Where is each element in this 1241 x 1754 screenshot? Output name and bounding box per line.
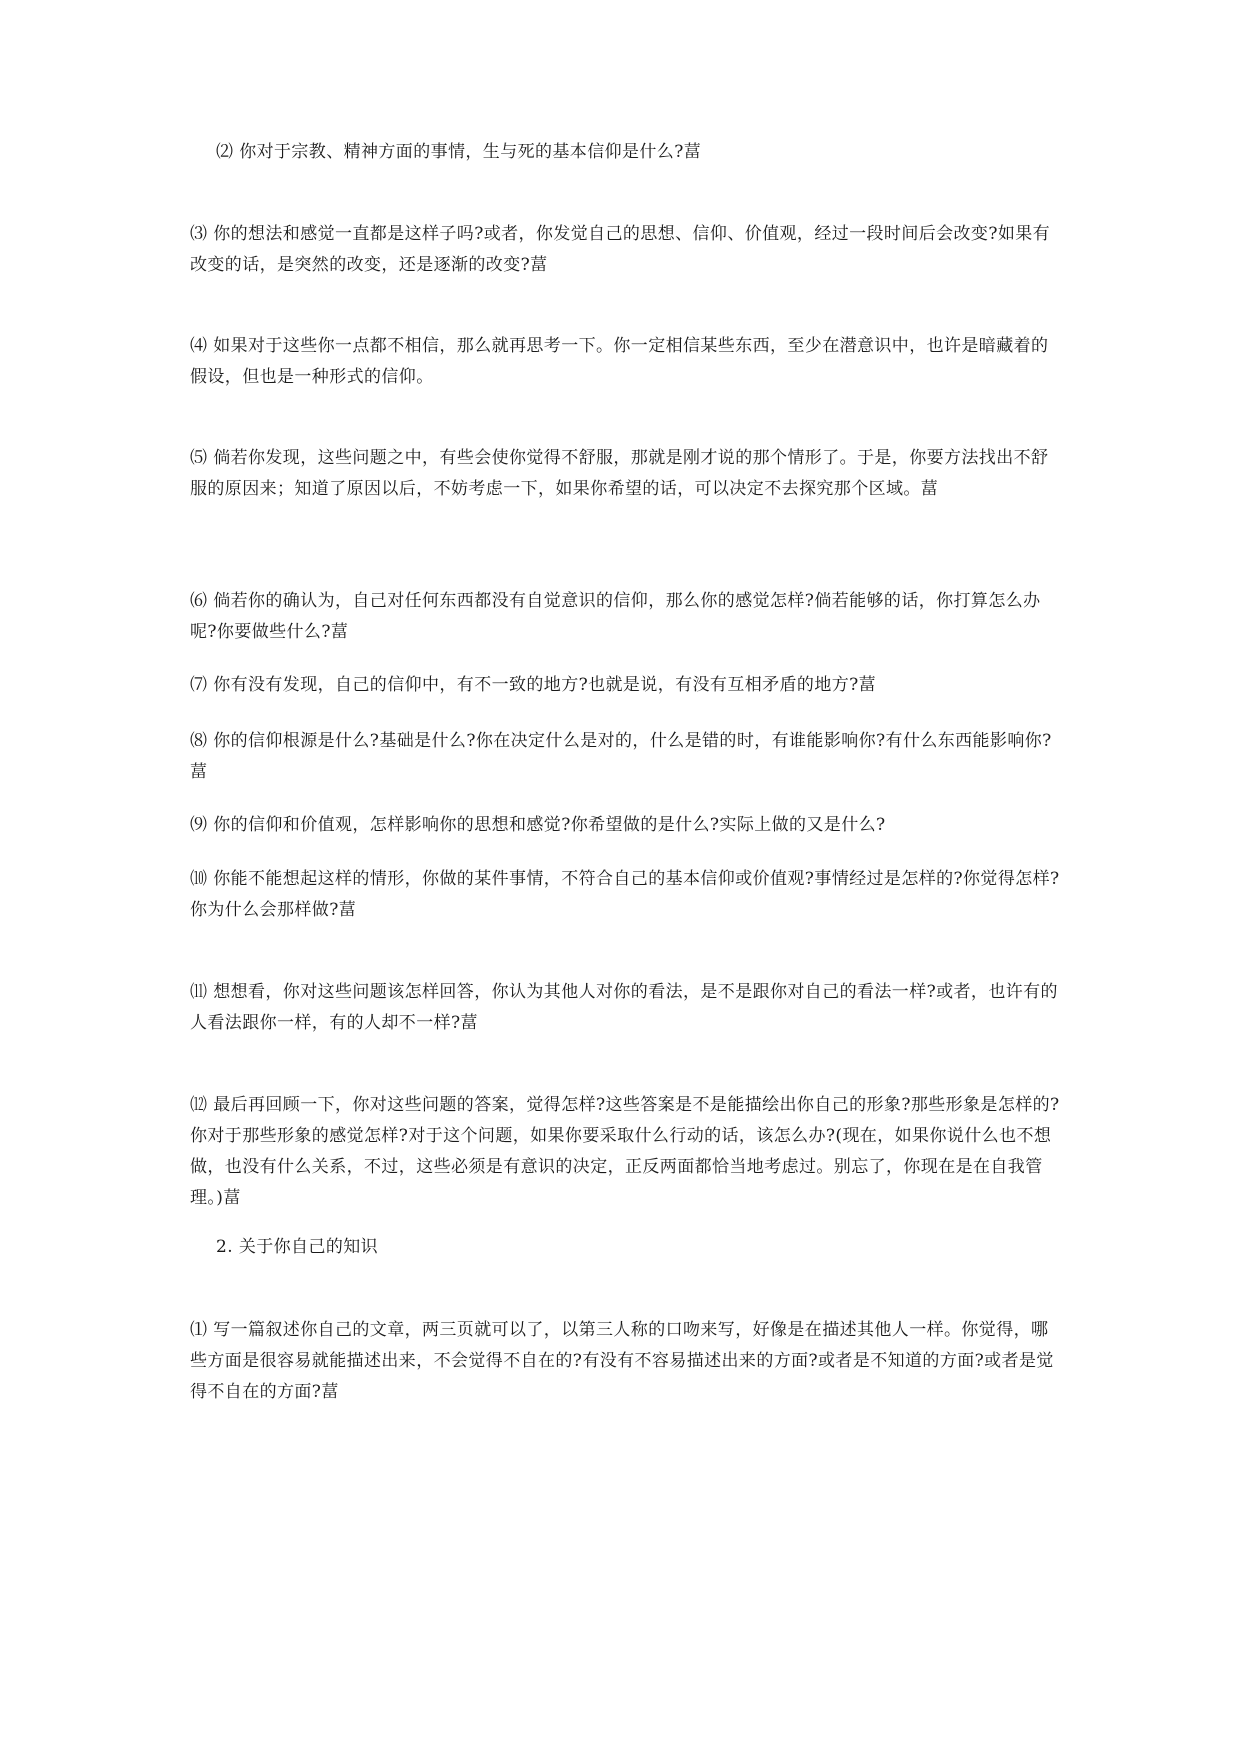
paragraph-question-11: ⑾ 想想看，你对这些问题该怎样回答，你认为其他人对你的看法，是不是跟你对自己的看法一样?或者，也许有的人看法跟你一样，有的人却不一样?葍 bbox=[190, 982, 1058, 1033]
paragraph-question-9: ⑼ 你的信仰和价值观，怎样影响你的思想和感觉?你希望做的是什么?实际上做的又是什么? bbox=[190, 815, 886, 835]
paragraph-question-3: ⑶ 你的想法和感觉一直都是这样子吗?或者，你发觉自己的思想、信仰、价值观，经过一段时间后会改变?如果有改变的话，是突然的改变，还是逐渐的改变?葍 bbox=[190, 224, 1051, 275]
paragraph-question-7: ⑺ 你有没有发现，自己的信仰中，有不一致的地方?也就是说，有没有互相矛盾的地方?葍 bbox=[190, 675, 877, 695]
section-heading: 2. 关于你自己的知识 bbox=[216, 1237, 379, 1257]
paragraph-question-6: ⑹ 倘若你的确认为，自己对任何东西都没有自觉意识的信仰，那么你的感觉怎样?倘若能够的话，你打算怎么办呢?你要做些什么?葍 bbox=[190, 591, 1041, 642]
paragraph-section2-question-1: ⑴ 写一篇叙述你自己的文章，两三页就可以了，以第三人称的口吻来写，好像是在描述其他人一样。你觉得，哪些方面是很容易就能描述出来，不会觉得不自在的?有没有不容易描述出来的方面?或者是不知道的方面?或者是觉得不自在的方面?葍 bbox=[190, 1320, 1054, 1402]
paragraph-question-4: ⑷ 如果对于这些你一点都不相信，那么就再思考一下。你一定相信某些东西，至少在潜意识中，也许是暗藏着的假设，但也是一种形式的信仰。 bbox=[190, 336, 1049, 387]
paragraph-question-5: ⑸ 倘若你发现，这些问题之中，有些会使你觉得不舒服，那就是刚才说的那个情形了。于是，你要方法找出不舒服的原因来；知道了原因以后，不妨考虑一下，如果你希望的话，可以决定不去探究那个区域。葍 bbox=[190, 448, 1049, 499]
paragraph-question-12: ⑿ 最后再回顾一下，你对这些问题的答案，觉得怎样?这些答案是不是能描绘出你自己的形象?那些形象是怎样的?你对于那些形象的感觉怎样?对于这个问题，如果你要采取什么行动的话，该怎么办?(现在，如果你说什么也不想做，也没有什么关系，不过，这些必须是有意识的决定，正反两面都恰当地考虑过。别忘了，你现在是在自我管理。)葍 bbox=[190, 1095, 1060, 1208]
paragraph-question-10: ⑽ 你能不能想起这样的情形，你做的某件事情，不符合自己的基本信仰或价值观?事情经过是怎样的?你觉得怎样?你为什么会那样做?葍 bbox=[190, 869, 1060, 920]
paragraph-question-8: ⑻ 你的信仰根源是什么?基础是什么?你在决定什么是对的，什么是错的时，有谁能影响你?有什么东西能影响你?葍 bbox=[190, 731, 1052, 782]
paragraph-question-2: ⑵ 你对于宗教、精神方面的事情，生与死的基本信仰是什么?葍 bbox=[216, 142, 702, 162]
